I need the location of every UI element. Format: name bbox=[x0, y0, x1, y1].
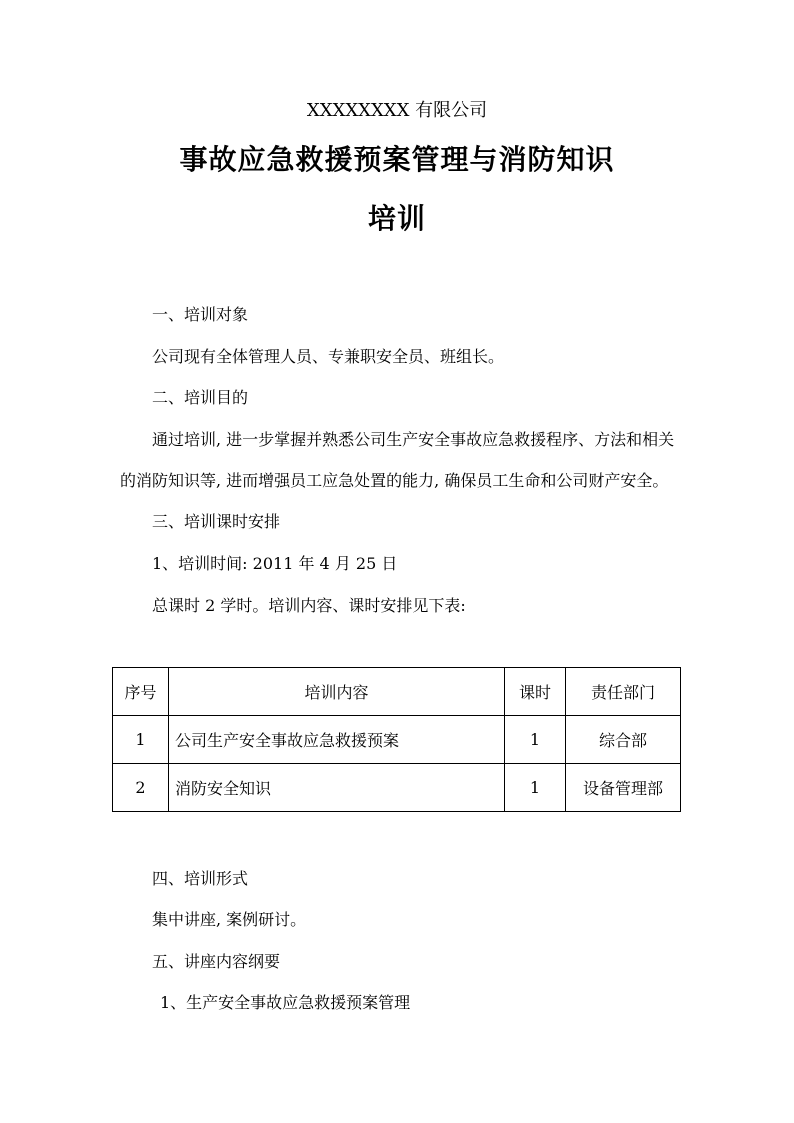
section-1-body: 公司现有全体管理人员、专兼职安全员、班组长。 bbox=[152, 347, 505, 366]
table-cell: 消防安全知识 bbox=[169, 764, 505, 812]
section-2-body-line1: 通过培训, 进一步掌握并熟悉公司生产安全事故应急救援程序、方法和相关 bbox=[152, 430, 675, 449]
table-cell: 综合部 bbox=[566, 716, 681, 764]
section-5-item-1: 1、生产安全事故应急救援预案管理 bbox=[160, 993, 411, 1012]
table-cell: 1 bbox=[113, 716, 169, 764]
table-header-cell: 课时 bbox=[505, 668, 566, 716]
section-2-heading: 二、培训目的 bbox=[152, 388, 249, 407]
table-header-cell: 责任部门 bbox=[566, 668, 681, 716]
section-2-body-line2: 的消防知识等, 进而增强员工应急处置的能力, 确保员工生命和公司财产安全。 bbox=[120, 471, 669, 490]
document-title-line2: 培训 bbox=[367, 202, 426, 235]
table-header-cell: 培训内容 bbox=[169, 668, 505, 716]
table-cell: 2 bbox=[113, 764, 169, 812]
table-header-cell: 序号 bbox=[113, 668, 169, 716]
document-title-line1: 事故应急救援预案管理与消防知识 bbox=[179, 143, 615, 176]
table-cell: 1 bbox=[505, 716, 566, 764]
section-1-heading: 一、培训对象 bbox=[152, 305, 249, 324]
company-name: XXXXXXXX 有限公司 bbox=[306, 100, 488, 121]
training-schedule-table bbox=[112, 667, 681, 812]
total-hours: 总课时 2 学时。培训内容、课时安排见下表: bbox=[152, 596, 466, 615]
table-cell: 公司生产安全事故应急救援预案 bbox=[169, 716, 505, 764]
table-cell: 设备管理部 bbox=[566, 764, 681, 812]
section-4-body: 集中讲座, 案例研讨。 bbox=[152, 910, 307, 929]
training-time: 1、培训时间: 2011 年 4 月 25 日 bbox=[152, 554, 398, 573]
table-header-row bbox=[113, 668, 681, 716]
section-4-heading: 四、培训形式 bbox=[152, 869, 249, 888]
table-row bbox=[113, 764, 681, 812]
section-5-heading: 五、讲座内容纲要 bbox=[152, 952, 281, 971]
section-3-heading: 三、培训课时安排 bbox=[152, 512, 281, 531]
table-row bbox=[113, 716, 681, 764]
table-cell: 1 bbox=[505, 764, 566, 812]
